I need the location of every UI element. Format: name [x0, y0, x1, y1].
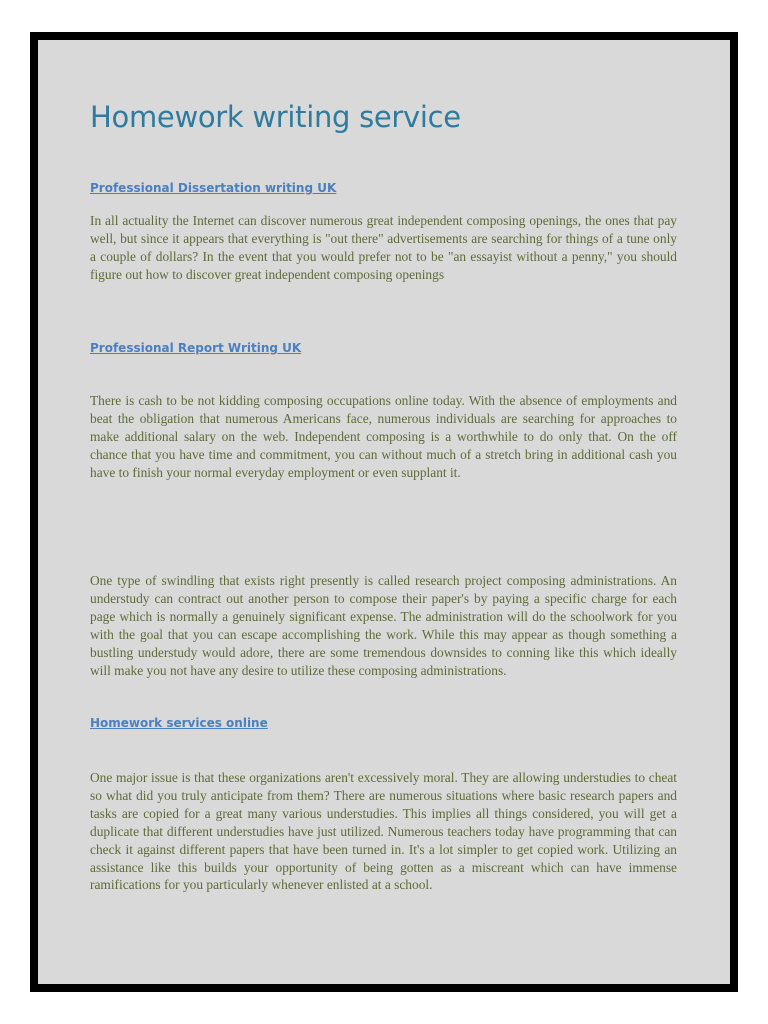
- paragraph-online-writing-jobs: There is cash to be not kidding composing occupations online today. With the absence of employments and beat the obligation that numerous Americans face, numerous individuals are searching for approaches to make additional salary on the web. Independent composing is a worthwhile to do only that. On the off chance that you have time and commitment, you can without much of a stretch bring in additional cash you have to finish your normal everyday employment or even supplant it.: [90, 393, 677, 480]
- paragraph-research-project-services: One type of swindling that exists right presently is called research project composing administrations. An understudy can contract out another person to compose their paper's by paying a specific charge for each page which is normally a genuinely significant expense. The administration will do the schoolwork for you with the goal that you can escape accomplishing the work. While this may appear as though something a bustling understudy would adore, there are some tremendous downsides to conning like this which ideally will make you not have any desire to utilize these composing administrations.: [90, 573, 677, 678]
- document-page: [38, 40, 730, 984]
- paragraph-internet-writing-openings: In all actuality the Internet can discover numerous great independent composing openings, the ones that pay well, but since it appears that everything is "out there" advertisements are searching for things of a tune only a couple of dollars? In the event that you would prefer not to be "an essayist without a penny," you should figure out how to discover great independent composing openings: [90, 213, 677, 282]
- link-homework-services-online[interactable]: Homework services online: [90, 716, 268, 730]
- document-title: Homework writing service: [90, 100, 461, 134]
- paragraph-organizations-not-moral: One major issue is that these organizations aren't excessively moral. They are allowing understudies to cheat so what did you truly anticipate from them? There are numerous situations where basic research papers and tasks are copied for a great many various understudies. This implies all things considered, you will get a duplicate that different understudies have just utilized. Numerous teachers today have programming that can check it against different papers that have been turned in. It's a lot simpler to get copied work. Utilizing an assistance like this builds your opportunity of being gotten as a miscreant which can have immense ramifications for you particularly whenever enlisted at a school.: [90, 770, 677, 893]
- link-professional-report-writing-uk[interactable]: Professional Report Writing UK: [90, 341, 302, 355]
- link-professional-dissertation-writing-uk[interactable]: Professional Dissertation writing UK: [90, 181, 337, 195]
- document-frame: [30, 32, 738, 992]
